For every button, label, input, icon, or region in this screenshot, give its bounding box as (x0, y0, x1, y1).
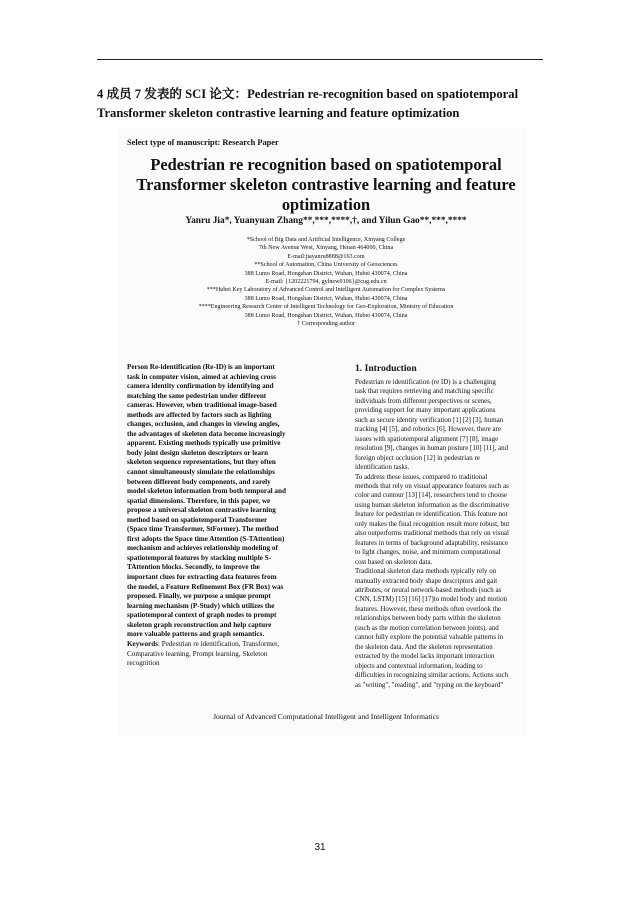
paper-title-line: optimization (281, 195, 371, 214)
introduction-line: manually extracted body shape descriptors and gait (355, 576, 498, 585)
keywords-label: Keywords (127, 640, 158, 648)
paper-title-line: Pedestrian re recognition based on spatiotemporal (150, 155, 502, 174)
abstract-line: TAttention blocks. Secondly, to improve the (127, 563, 260, 572)
abstract-line: (Space time Transformer, StFormer). The method (127, 525, 279, 534)
abstract-line: more valuable patterns and graph semantics. (127, 630, 265, 639)
abstract-line: cannot simultaneously simulate the relationships (127, 468, 275, 477)
abstract-line: skeleton graph reconstruction and help capture (127, 620, 272, 629)
introduction-line: features. However, these methods often overlook the (355, 604, 502, 613)
abstract-line: between different body components, and rarely (127, 477, 271, 486)
affiliation-line: 388 Lumo Road, Hongshan District, Wuhan, Hubei 430074, China (244, 312, 408, 319)
introduction-line: also outperforms traditional methods that rely on visual (355, 529, 509, 538)
introduction-line: as "writing", "reading", and "typing on the keyboard" (355, 680, 504, 689)
affiliation-line: ***Hubei Key Laboratory of Advanced Control and Intelligent Automation for Complex Systems (206, 287, 446, 294)
introduction-line: difficulties in recognizing similar actions. Actions such (355, 671, 509, 680)
affiliation-line: † Corresponding author (297, 321, 355, 328)
affiliation-line: 7th New Avenue West, Xinyang, Henan 464000, China (258, 245, 394, 252)
introduction-line: cannot fully explore the potential valuable patterns in (355, 633, 504, 642)
introduction-line: identification tasks. (355, 463, 410, 472)
abstract-line: body joint design skeleton descriptors or learn (127, 448, 269, 457)
introduction-heading: 1. Introduction (355, 363, 417, 374)
keywords-text: recognition (127, 659, 160, 668)
introduction-line: to light changes, noise, and minimum computational (355, 548, 501, 557)
abstract-line: camera identity confirmation by identifying and (127, 382, 274, 391)
introduction-line: Traditional skeleton data methods typically rely on (355, 567, 497, 576)
abstract-line: cameras. However, when traditional image-based (127, 401, 277, 410)
introduction-line: providing support for many important applications (355, 406, 496, 415)
keywords-text: : Pedestrian re identification, Transformer, (157, 640, 280, 648)
introduction-line: issues with spatiotemporal alignment [7] [8], image (355, 434, 499, 443)
introduction-line: CNN, LSTM) [15] [16] [17]to model body and motion (355, 595, 508, 604)
abstract-line: spatiotemporal context of graph nodes to prompt (127, 611, 277, 620)
introduction-line: extracted by the model lacks important interaction (355, 652, 495, 661)
introduction-line: (such as the motion correlation between joints), and (355, 623, 499, 632)
abstract-line: methods are affected by factors such as lighting (127, 410, 272, 419)
introduction-line: feature for pedestrian re identification. This feature not (355, 510, 508, 519)
affiliation-line: E-mail: {1202221794, gylnew0106}@cug.edu.cn (265, 279, 387, 286)
paper-title-line: Transformer skeleton contrastive learning and feature (136, 175, 516, 194)
abstract-line: method based on spatiotemporal Transformer (127, 515, 268, 524)
journal-name: Journal of Advanced Computational Intelligent and Intelligent Informatics (213, 712, 439, 721)
page-number: 31 (314, 842, 326, 853)
introduction-line: the skeleton data. And the skeleton representation (355, 642, 493, 651)
abstract-line: the advantages of skeleton data become increasingly (127, 429, 286, 438)
paper-title (130, 155, 522, 215)
keywords (127, 640, 323, 669)
top-rule (97, 59, 543, 60)
affiliation-line: ****Engineering Research Center of Intelligent Technology for Geo-Exploration, Ministry of Education (198, 304, 454, 311)
manuscript-type: Select type of manuscript: Research Paper (127, 138, 279, 147)
abstract-line: changes, occlusion, and changes in viewing angles, (127, 420, 280, 429)
introduction-line: objects and contextual information, leading to (355, 661, 483, 670)
affiliations (130, 236, 522, 328)
abstract-line: Person Re-identification (Re-ID) is an important (127, 363, 275, 371)
abstract-line: spatial dimensions. Therefore, in this paper, we (127, 496, 271, 505)
abstract-line: apparent. Existing methods typically use primitive (127, 439, 281, 448)
abstract-line: proposed. Finally, we purpose a unique prompt (127, 592, 271, 601)
abstract-line: skeleton sequence representations, but they often (127, 458, 276, 467)
keywords-text: Comparative learning, Prompt learning, Skeleton (127, 649, 268, 658)
abstract-line: model skeleton information from both temporal and (127, 487, 286, 496)
affiliation-line: 388 Lumo Road, Hongshan District, Wuhan, Hubei 430074, China (244, 295, 408, 302)
introduction-line: foreign object occlusion [12] in pedestrian re (355, 453, 480, 462)
affiliation-line: *School of Big Data and Artificial Intelligence, Xinyang College (246, 237, 406, 243)
abstract-line: task in computer vision, aimed at achieving cross (127, 372, 276, 381)
abstract-line: important clues for extracting data features from (127, 573, 277, 582)
introduction-line: cost based on skeleton data. (355, 557, 433, 566)
section-heading (97, 85, 547, 123)
affiliation-line: **School of Automation, China University of Geosciences (254, 262, 398, 269)
abstract-line: the model, a Feature Refinement Box (FR Box) was (127, 582, 284, 591)
introduction-body (355, 378, 523, 690)
introduction-line: features in terms of background adaptability, resistance (355, 538, 509, 547)
introduction-line: resolution [9], changes in human posture [10] [11], and (355, 444, 509, 453)
abstract (127, 363, 323, 640)
introduction-line: individuals from different perspectives or scenes, (355, 396, 492, 405)
abstract-line: learning mechanism (P-Study) which utilizes the (127, 601, 275, 610)
introduction-line: such as secure identity verification [1] [2] [3], human (355, 415, 504, 424)
abstract-line: matching the same pedestrian under different (127, 391, 267, 400)
introduction-line: attributes, or neural network-based methods (such as (355, 585, 502, 594)
introduction-line: using human skeleton information as the discriminative (355, 500, 510, 509)
introduction-line: color and contour [13] [14], researchers tend to choose (355, 491, 507, 500)
affiliation-line: 388 Lumo Road, Hongshan District, Wuhan, Hubei 430074, China (244, 270, 408, 277)
abstract-line: propose a universal skeleton contrastive learning (127, 506, 276, 515)
introduction-line: tracking [4] [5], and robotics [6]. However, there are (355, 425, 501, 434)
section-heading-line: 4 成员 7 发表的 SCI 论文：Pedestrian re-recognition based on spatiotemporal (97, 87, 519, 101)
affiliation-line: E-mail:jiayanru8888@163.com (287, 253, 365, 260)
introduction-line: Pedestrian re identification (re ID) is a challenging (355, 378, 496, 386)
abstract-line: mechanism and achieves relationship modeling of (127, 544, 278, 553)
abstract-line: first adopts the Space time Attention (S-TAttention) (127, 534, 285, 543)
section-heading-line: Transformer skeleton contrastive learning and feature optimization (97, 106, 460, 120)
introduction-line: only makes the final recognition result more robust, but (355, 519, 510, 528)
introduction-line: methods that rely on visual appearance features such as (355, 481, 509, 490)
paper-authors: Yanru Jia*, Yuanyuan Zhang**,***,****,†, and Yilun Gao**,***,**** (185, 216, 467, 226)
introduction-line: task that requires retrieving and matching specific (355, 387, 494, 396)
introduction-line: To address these issues, compared to traditional (355, 472, 488, 481)
introduction-line: relationships between body parts within the skeleton (355, 614, 501, 623)
abstract-line: spatiotemporal features by stacking multiple S- (127, 553, 272, 562)
